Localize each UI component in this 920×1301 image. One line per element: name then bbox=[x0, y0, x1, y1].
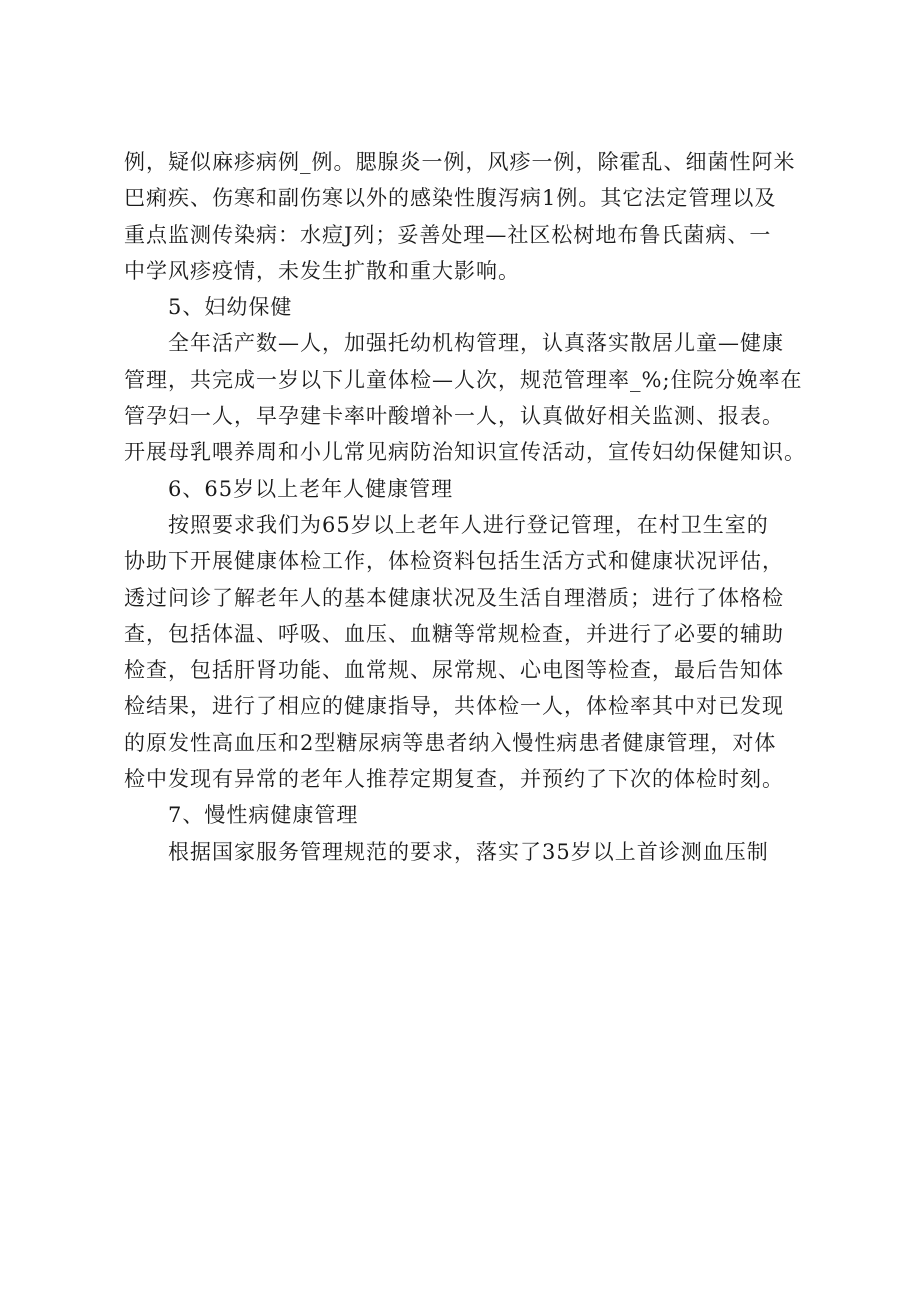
paragraph-first-line: 根据国家服务管理规范的要求，落实了35岁以上首诊测血压制 bbox=[168, 839, 769, 864]
text-line: 查，包括体温、呼吸、血压、血糖等常规检查，并进行了必要的辅助 bbox=[124, 621, 784, 646]
section-heading-chronic-disease: 7、慢性病健康管理 bbox=[168, 803, 359, 828]
text-line: 重点监测传染病：水痘J列；妥善处理—社区松树地布鲁氏菌病、一 bbox=[124, 222, 772, 247]
text-line: 的原发性高血压和2型糖尿病等患者纳入慢性病患者健康管理，对体 bbox=[124, 730, 777, 755]
text-line: 检查，包括肝肾功能、血常规、尿常规、心电图等检查，最后告知体 bbox=[124, 658, 784, 683]
text-line: 管理，共完成一岁以下儿童体检—人次，规范管理率_%;住院分娩率在 bbox=[124, 367, 803, 392]
text-line: 中学风疹疫情，未发生扩散和重大影响。 bbox=[124, 258, 520, 283]
section-heading-elderly-health: 6、65岁以上老年人健康管理 bbox=[168, 476, 454, 501]
document-body bbox=[124, 144, 824, 870]
section-heading-maternal-child: 5、妇幼保健 bbox=[168, 295, 293, 320]
text-line: 协助下开展健康体检工作，体检资料包括生活方式和健康状况评估， bbox=[124, 549, 784, 574]
text-line: 开展母乳喂养周和小儿常见病防治知识宣传活动，宣传妇幼保健知识。 bbox=[124, 440, 806, 465]
text-line: 检中发现有异常的老年人推荐定期复查，并预约了下次的体检时刻。 bbox=[124, 767, 784, 792]
text-line: 管孕妇一人，早孕建卡率叶酸增补一人，认真做好相关监测、报表。 bbox=[124, 404, 784, 429]
text-line: 透过问诊了解老年人的基本健康状况及生活自理潜质；进行了体格检 bbox=[124, 585, 784, 610]
paragraph-first-line: 全年活产数—人，加强托幼机构管理，认真落实散居儿童—健康 bbox=[168, 331, 784, 356]
paragraph-first-line: 按照要求我们为65岁以上老年人进行登记管理，在村卫生室的 bbox=[168, 512, 769, 537]
text-line: 巴痢疾、伤寒和副伤寒以外的感染性腹泻病1例。其它法定管理以及 bbox=[124, 186, 777, 211]
text-line: 检结果，进行了相应的健康指导，共体检一人，体检率其中对已发现 bbox=[124, 694, 784, 719]
text-line: 例，疑似麻疹病例_例。腮腺炎一例，风疹一例，除霍乱、细菌性阿米 bbox=[124, 150, 796, 174]
